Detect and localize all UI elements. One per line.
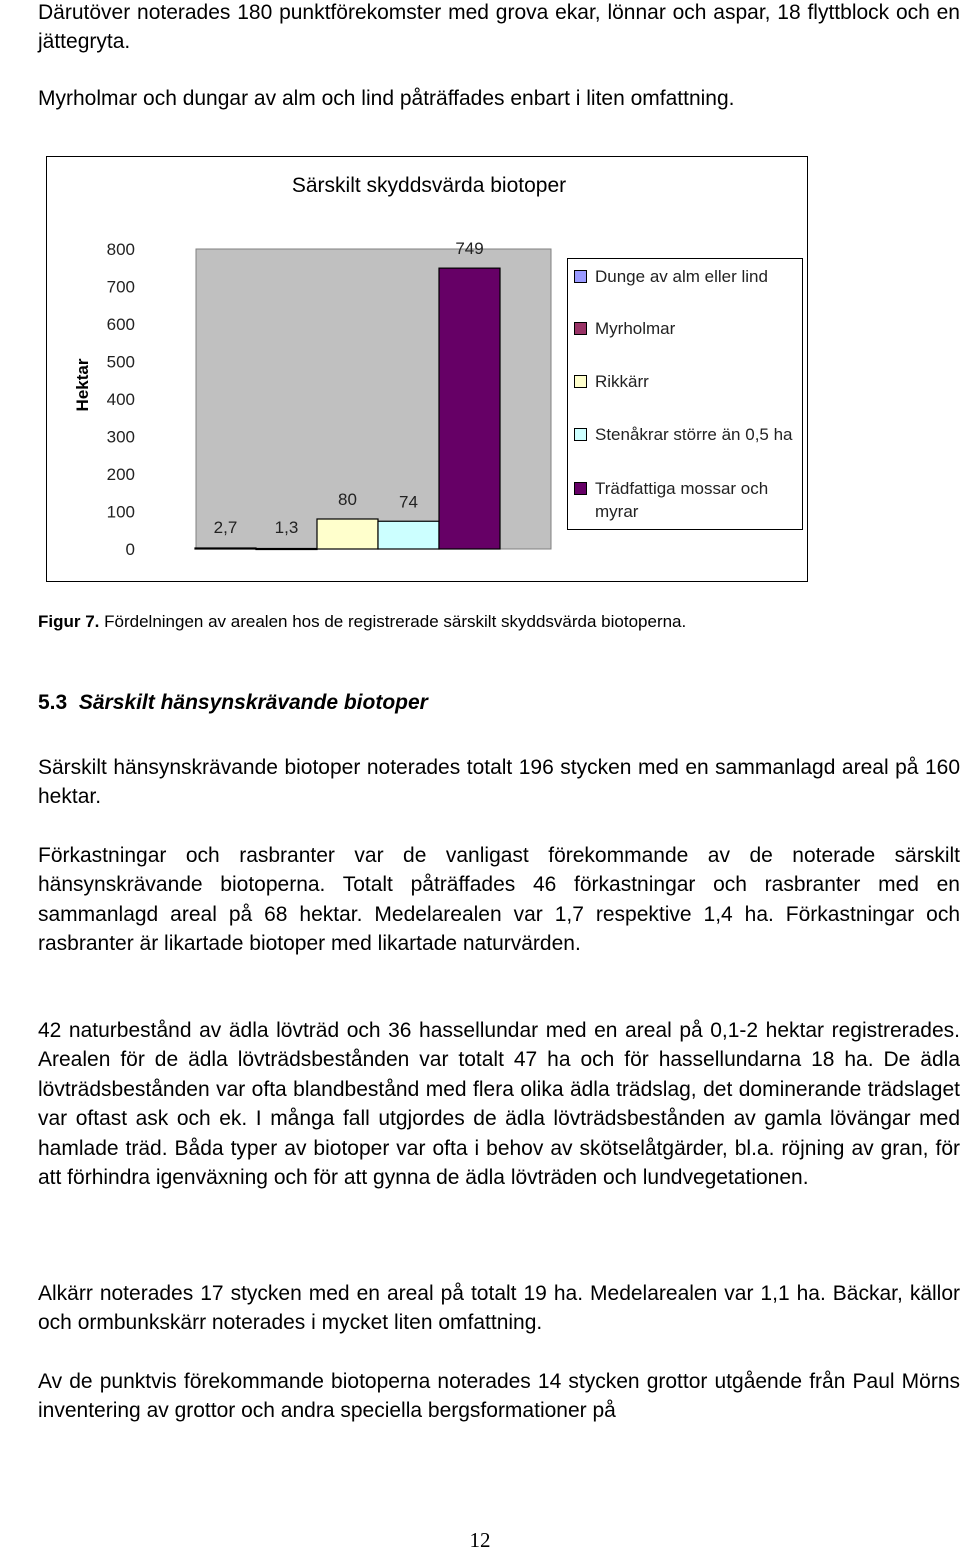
y-tick-label: 200	[106, 465, 135, 484]
legend-swatch	[574, 270, 587, 283]
legend-label: Stenåkrar större än 0,5 ha	[595, 425, 793, 444]
figure-caption-label: Figur 7.	[38, 612, 100, 631]
legend-label: Myrholmar	[595, 319, 676, 338]
paragraph-4: Alkärr noterades 17 stycken med en areal på totalt 19 ha. Medelarealen var 1,1 ha. Bäckar, källor och ormbunkskärr noterades i mycket liten omfattning.	[38, 1282, 960, 1335]
paragraph-1: Särskilt hänsynskrävande biotoper noterades totalt 196 stycken med en sammanlagd areal på 160 hektar.	[38, 756, 960, 809]
bar-data-label: 80	[338, 490, 357, 509]
legend-item	[574, 265, 795, 288]
paragraph-5: Av de punktvis förekommande biotoperna noterades 14 stycken grottor utgående från Paul Mörns inventering av grottor och andra speciella bergsformationer på	[38, 1370, 960, 1423]
y-tick-label: 700	[106, 277, 135, 297]
legend-item	[574, 370, 795, 393]
section-heading	[38, 688, 428, 718]
paragraph-3: 42 naturbestånd av ädla lövträd och 36 hassellundar med en areal på 0,1-2 hektar registrerades. Arealen för de ädla lövträdsbestånden var totalt 47 ha och för hassellundarna 18 ha. De ädla lövträdsbestånden var ofta blandbestånd med flera olika ädla trädslag, det dominerande trädslaget var oftast ask och ek. I många fall utgjordes de ädla lövträdsbestånden av gamla lövängar med hamlade träd. Båda typer av biotoper var ofta i behov av skötselåtgärder, bl.a. röjning av gran, för att förhindra igenväxning och för att gynna de ädla lövträden och lundvegetationen.	[38, 1019, 960, 1190]
paragraph-intro-1: Därutöver noterades 180 punktförekomster med grova ekar, lönnar och aspar, 18 flyttblock och en jättegryta.	[38, 1, 960, 54]
bar-data-label: 2,7	[213, 518, 238, 537]
paragraph-2: Förkastningar och rasbranter var de vanligast förekommande av de noterade särskilt hänsynskrävande biotoperna. Totalt påträffades 46 förkastningar och rasbranter med en sammanlagd areal på 68 hektar. Medelarealen var 1,7 respektive 1,4 ha. Förkastningar och rasbranter är likartade biotoper med likartade naturvärden.	[38, 844, 960, 956]
chart-title: Särskilt skyddsvärda biotoper	[291, 174, 567, 197]
legend-label: Rikkärr	[595, 372, 649, 391]
legend-item	[574, 317, 795, 340]
chart-legend	[567, 258, 803, 530]
y-tick-label: 500	[106, 352, 135, 372]
bar-data-label: 74	[399, 492, 418, 512]
bar-3	[317, 519, 378, 549]
bar-5	[439, 268, 500, 549]
bar-data-label: 1,3	[274, 518, 299, 537]
legend-label: Dunge av alm eller lind	[595, 267, 768, 286]
bar-data-label: 749	[455, 239, 484, 259]
section-number: 5.3	[38, 691, 68, 714]
figure-caption-text: Fördelningen av arealen hos de registrerade särskilt skyddsvärda biotoperna.	[99, 612, 687, 631]
chart-y-axis-label: Hektar	[73, 358, 92, 412]
y-tick-label: 300	[106, 427, 135, 447]
paragraph-intro-2: Myrholmar och dungar av alm och lind påträffades enbart i liten omfattning.	[38, 87, 735, 110]
y-tick-label: 100	[106, 502, 135, 522]
bar-1	[195, 548, 256, 549]
legend-swatch	[574, 482, 587, 495]
section-title: Särskilt hänsynskrävande biotoper	[78, 691, 428, 714]
bar-4	[378, 521, 439, 549]
bar-2	[256, 549, 317, 550]
plot-area	[107, 239, 551, 559]
legend-item	[574, 423, 795, 446]
legend-swatch	[574, 322, 587, 335]
legend-item	[574, 477, 795, 523]
page-number: 12	[469, 1528, 491, 1552]
legend-swatch	[574, 428, 587, 441]
y-tick-label: 600	[106, 315, 135, 334]
legend-label: Trädfattiga mossar och myrar	[595, 479, 769, 521]
y-tick-label: 0	[125, 540, 135, 559]
legend-swatch	[574, 375, 587, 388]
y-tick-label: 800	[106, 240, 135, 259]
figure-7-chart	[46, 156, 808, 582]
figure-caption	[38, 610, 686, 634]
y-tick-label: 400	[106, 390, 135, 409]
